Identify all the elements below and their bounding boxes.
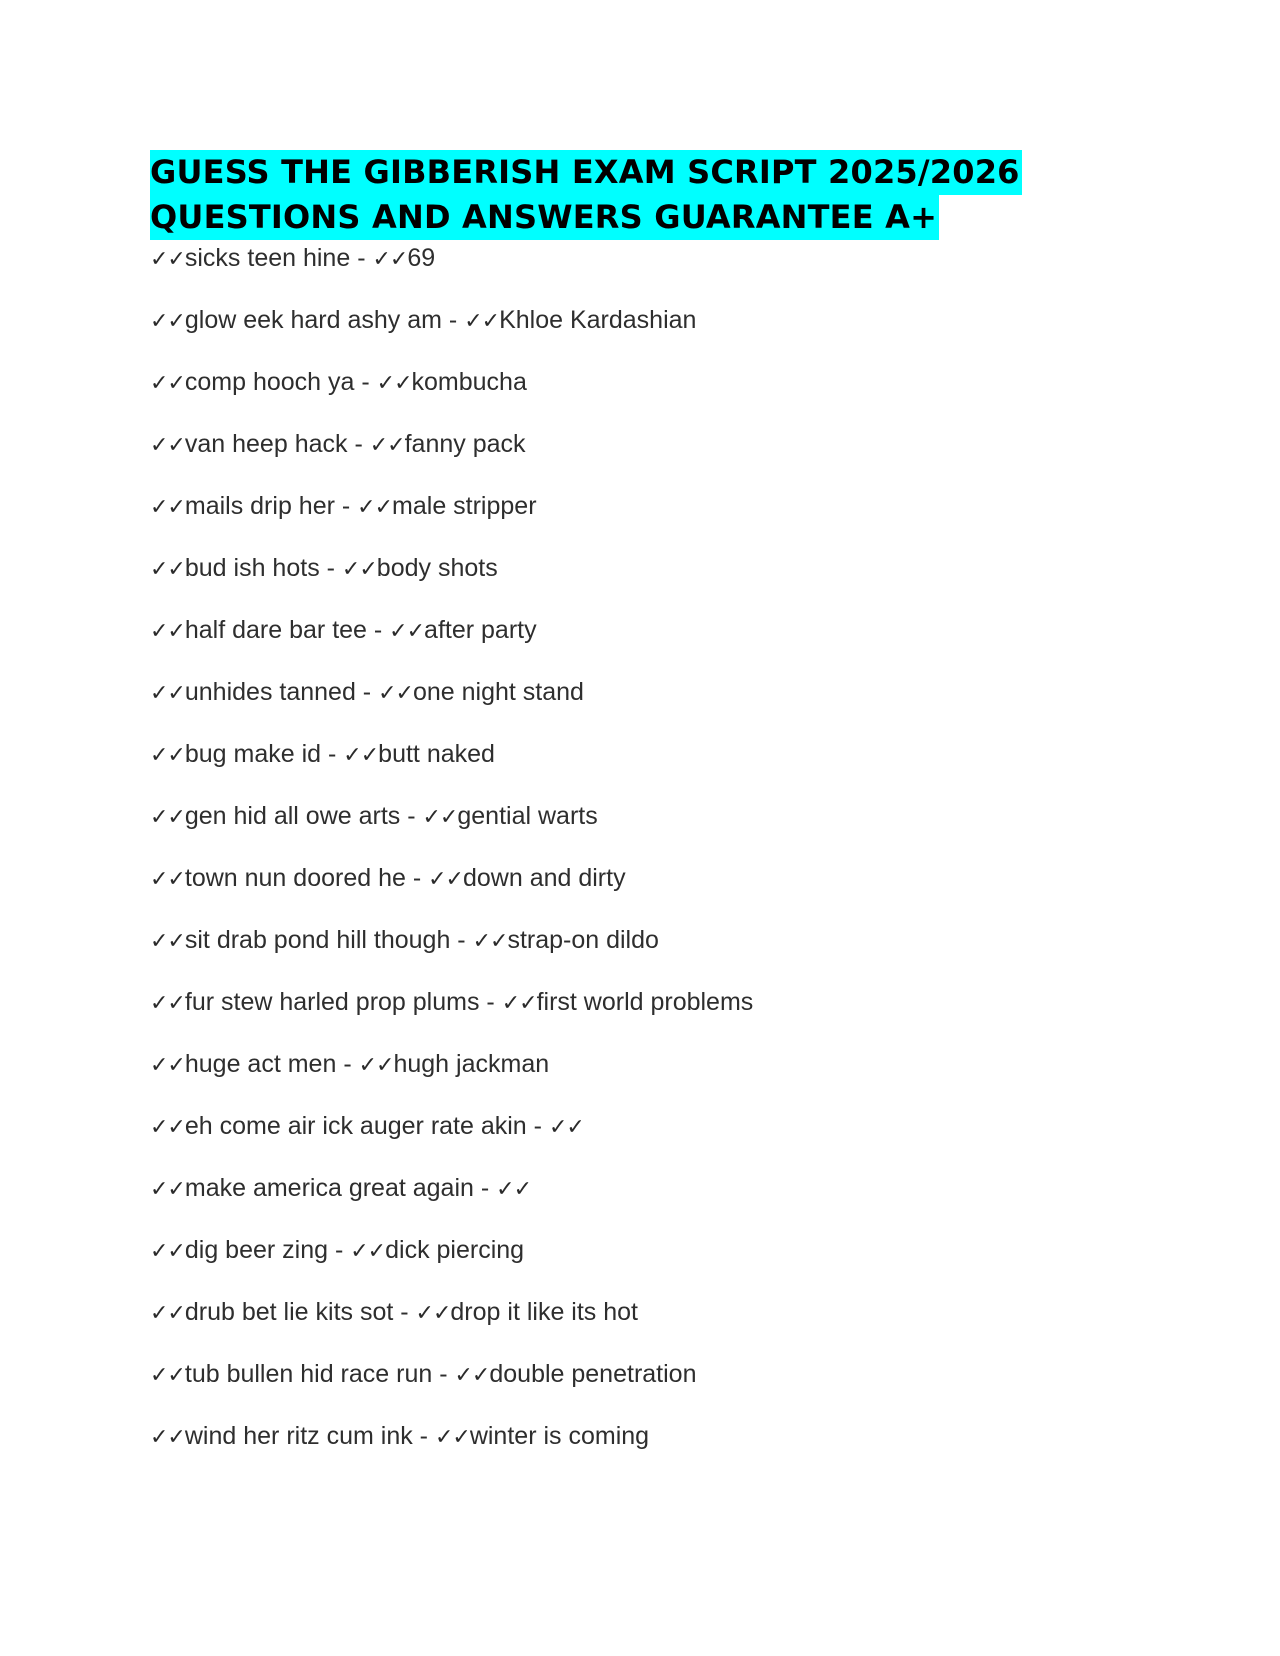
answer-text: Khloe Kardashian <box>499 306 697 334</box>
qa-item <box>150 1357 753 1419</box>
separator: - <box>412 1422 435 1450</box>
check-icon: ✓✓ <box>150 557 185 582</box>
check-icon: ✓✓ <box>434 1425 470 1450</box>
check-icon: ✓✓ <box>150 247 185 272</box>
qa-item <box>150 1171 753 1233</box>
check-icon: ✓✓ <box>150 1425 185 1450</box>
question-text: sicks teen hine <box>184 244 351 272</box>
answer-text: 69 <box>407 244 436 272</box>
check-icon: ✓✓ <box>422 805 458 830</box>
check-icon: ✓✓ <box>376 371 412 396</box>
separator: - <box>432 1360 455 1388</box>
qa-item <box>150 1047 753 1109</box>
qa-item <box>150 365 753 427</box>
title-line-2: QUESTIONS AND ANSWERS GUARANTEE A+ <box>150 195 939 240</box>
check-icon: ✓✓ <box>341 557 377 582</box>
check-icon: ✓✓ <box>350 1239 386 1264</box>
check-icon: ✓✓ <box>372 247 408 272</box>
question-text: town nun doored he <box>184 864 406 892</box>
question-text: huge act men <box>184 1050 337 1078</box>
check-icon: ✓✓ <box>358 1053 394 1078</box>
check-icon: ✓✓ <box>150 1177 185 1202</box>
separator: - <box>400 802 423 830</box>
answer-text: one night stand <box>412 678 584 706</box>
check-icon: ✓✓ <box>150 929 185 954</box>
qa-item <box>150 241 753 303</box>
question-text: bud ish hots <box>184 554 320 582</box>
qa-list <box>150 241 753 1481</box>
check-icon: ✓✓ <box>150 743 185 768</box>
check-icon: ✓✓ <box>150 619 185 644</box>
check-icon: ✓✓ <box>548 1115 584 1140</box>
qa-item <box>150 1233 753 1295</box>
check-icon: ✓✓ <box>150 495 185 520</box>
question-text: mails drip her <box>184 492 335 520</box>
answer-text: after party <box>424 616 537 644</box>
separator: - <box>405 864 429 892</box>
qa-item <box>150 1295 753 1357</box>
title-line-1: GUESS THE GIBBERISH EXAM SCRIPT 2025/2026 <box>150 150 1022 195</box>
question-text: half dare bar tee <box>184 616 367 644</box>
question-text: gen hid all owe arts <box>184 802 401 830</box>
check-icon: ✓✓ <box>378 681 413 706</box>
check-icon: ✓✓ <box>150 991 185 1016</box>
answer-text: strap-on dildo <box>507 926 659 954</box>
qa-item <box>150 675 753 737</box>
question-text: dig beer zing <box>184 1236 329 1264</box>
check-icon: ✓✓ <box>150 1363 185 1388</box>
answer-text: fanny pack <box>404 430 526 458</box>
answer-text: hugh jackman <box>393 1050 550 1078</box>
question-text: drub bet lie kits sot <box>184 1298 394 1326</box>
question-text: wind her ritz cum ink <box>184 1422 413 1450</box>
question-text: unhides tanned <box>184 678 356 706</box>
separator: - <box>319 554 342 582</box>
answer-text: butt naked <box>378 740 495 768</box>
answer-text: kombucha <box>411 368 527 396</box>
answer-text: double penetration <box>489 1360 697 1388</box>
separator: - <box>479 988 502 1016</box>
check-icon: ✓✓ <box>428 867 463 892</box>
question-text: van heep hack <box>184 430 348 458</box>
qa-item <box>150 427 753 489</box>
document-title <box>150 150 1150 240</box>
separator: - <box>334 492 358 520</box>
question-text: comp hooch ya <box>184 368 355 396</box>
question-text: sit drab pond hill though <box>184 926 451 954</box>
qa-item <box>150 489 753 551</box>
question-text: eh come air ick auger rate akin <box>184 1112 527 1140</box>
check-icon: ✓✓ <box>150 309 185 334</box>
qa-item <box>150 985 753 1047</box>
check-icon: ✓✓ <box>150 1239 185 1264</box>
check-icon: ✓✓ <box>150 1053 185 1078</box>
separator: - <box>473 1174 497 1202</box>
check-icon: ✓✓ <box>415 1301 451 1326</box>
qa-item <box>150 861 753 923</box>
check-icon: ✓✓ <box>389 619 425 644</box>
question-text: tub bullen hid race run <box>184 1360 433 1388</box>
answer-text: drop it like its hot <box>450 1298 638 1326</box>
qa-item <box>150 613 753 675</box>
separator: - <box>328 1236 351 1264</box>
check-icon: ✓✓ <box>343 743 379 768</box>
check-icon: ✓✓ <box>150 433 185 458</box>
qa-item <box>150 737 753 799</box>
separator: - <box>336 1050 359 1078</box>
qa-item <box>150 1419 753 1481</box>
check-icon: ✓✓ <box>369 433 405 458</box>
separator: - <box>526 1112 549 1140</box>
separator: - <box>366 616 390 644</box>
answer-text: winter is coming <box>469 1422 650 1450</box>
check-icon: ✓✓ <box>357 495 393 520</box>
answer-text: gential warts <box>457 802 598 830</box>
qa-item <box>150 923 753 985</box>
separator: - <box>355 678 379 706</box>
check-icon: ✓✓ <box>150 867 185 892</box>
separator: - <box>350 244 373 272</box>
separator: - <box>354 368 377 396</box>
answer-text: first world problems <box>536 988 754 1016</box>
separator: - <box>321 740 344 768</box>
check-icon: ✓✓ <box>150 371 185 396</box>
qa-item <box>150 303 753 365</box>
check-icon: ✓✓ <box>472 929 508 954</box>
question-text: make america great again <box>184 1174 474 1202</box>
check-icon: ✓✓ <box>496 1177 532 1202</box>
answer-text: male stripper <box>392 492 537 520</box>
answer-text: body shots <box>376 554 498 582</box>
check-icon: ✓✓ <box>501 991 537 1016</box>
qa-item <box>150 1109 753 1171</box>
separator: - <box>441 306 465 334</box>
qa-item <box>150 799 753 861</box>
check-icon: ✓✓ <box>150 681 185 706</box>
check-icon: ✓✓ <box>464 309 500 334</box>
separator: - <box>347 430 370 458</box>
answer-text: down and dirty <box>462 864 626 892</box>
check-icon: ✓✓ <box>150 1115 185 1140</box>
check-icon: ✓✓ <box>454 1363 490 1388</box>
check-icon: ✓✓ <box>150 805 185 830</box>
question-text: bug make id <box>184 740 322 768</box>
question-text: glow eek hard ashy am <box>184 306 442 334</box>
separator: - <box>450 926 473 954</box>
separator: - <box>393 1298 416 1326</box>
question-text: fur stew harled prop plums <box>184 988 480 1016</box>
answer-text: dick piercing <box>385 1236 525 1264</box>
check-icon: ✓✓ <box>150 1301 185 1326</box>
qa-item <box>150 551 753 613</box>
